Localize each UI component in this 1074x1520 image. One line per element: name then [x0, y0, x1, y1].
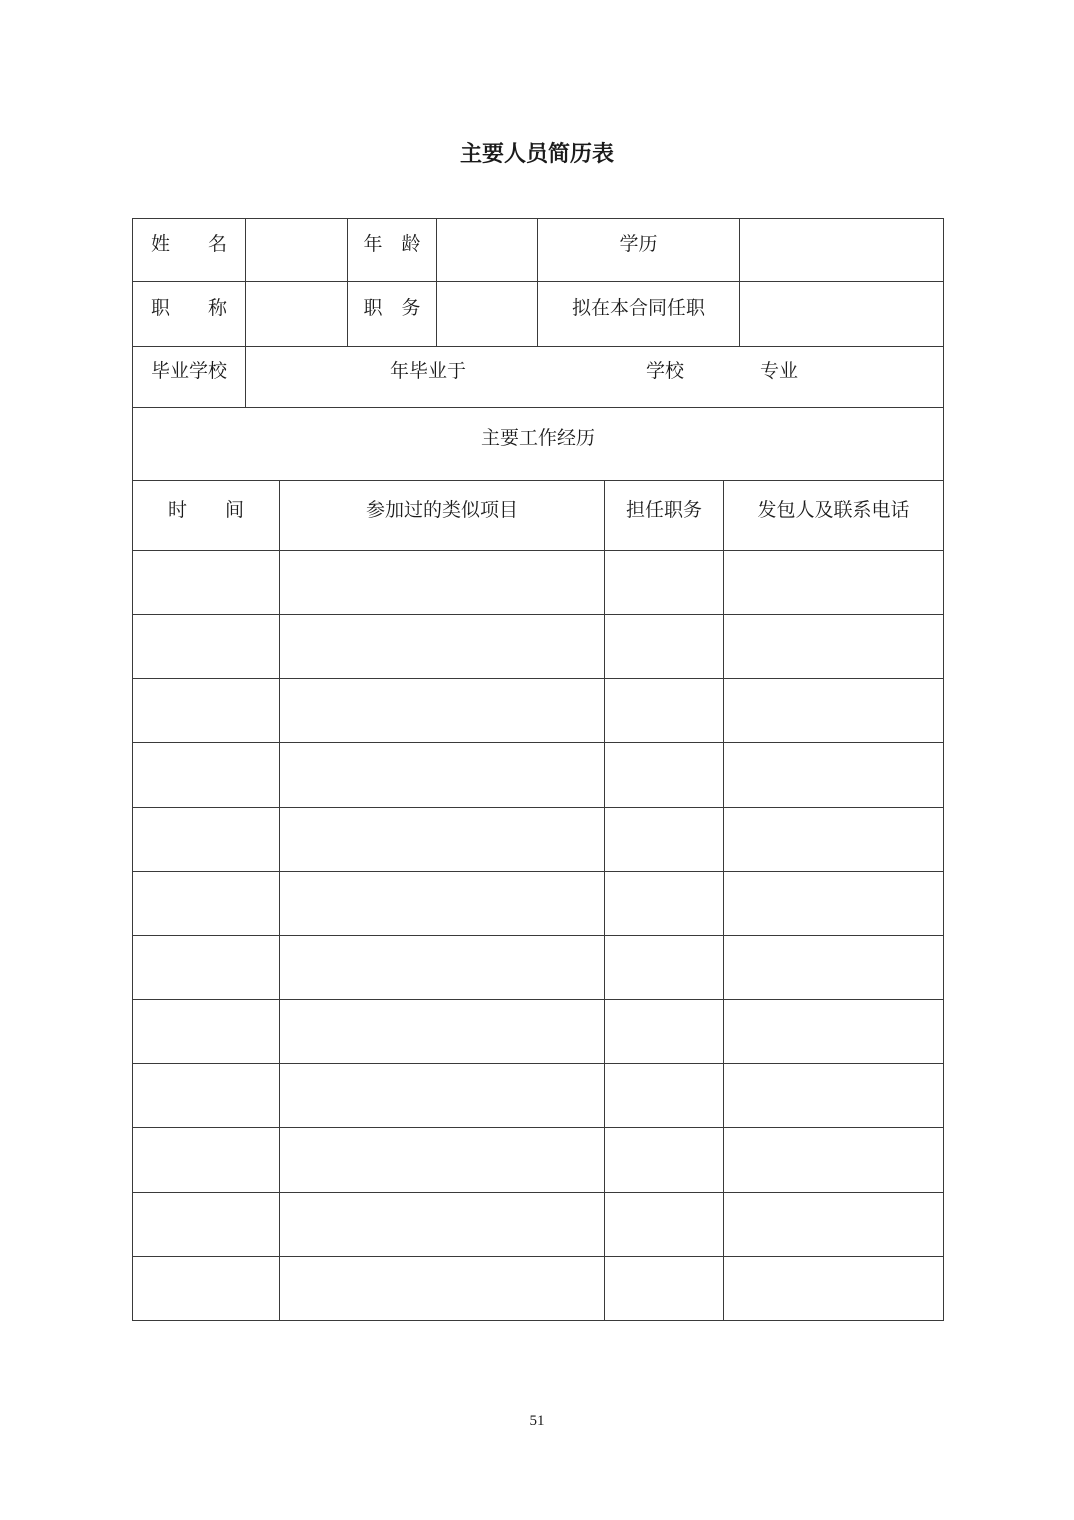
- age-label: 年 龄: [348, 219, 437, 282]
- column-header-client-contact: 发包人及联系电话: [724, 481, 944, 551]
- education-label: 学历: [538, 219, 740, 282]
- work-history-cell-project: [280, 1192, 605, 1256]
- work-history-cell-project: [280, 1064, 605, 1128]
- work-history-cell-project: [280, 807, 605, 871]
- proposed-role-value-cell: [740, 282, 944, 347]
- work-history-cell-project: [280, 743, 605, 807]
- work-history-cell-contact: [724, 935, 944, 999]
- work-history-row: [133, 743, 944, 807]
- work-history-row: [133, 1064, 944, 1128]
- graduation-info-cell: [246, 347, 944, 408]
- name-label: 姓 名: [133, 219, 246, 282]
- work-history-cell-contact: [724, 551, 944, 615]
- professional-title-value-cell: [246, 282, 348, 347]
- column-header-similar-projects: 参加过的类似项目: [280, 481, 605, 551]
- work-history-row: [133, 807, 944, 871]
- work-history-cell-role: [605, 1064, 724, 1128]
- column-header-role: 担任职务: [605, 481, 724, 551]
- work-history-row: [133, 1128, 944, 1192]
- work-history-cell-contact: [724, 1128, 944, 1192]
- work-history-cell-role: [605, 679, 724, 743]
- major-text: 专业: [760, 361, 799, 382]
- position-value-cell: [437, 282, 538, 347]
- work-history-cell-project: [280, 551, 605, 615]
- work-history-table: [132, 480, 944, 1321]
- graduation-year-text: 年毕业于: [390, 361, 467, 382]
- work-history-cell-role: [605, 1000, 724, 1064]
- work-history-row: [133, 551, 944, 615]
- document-title: 主要人员简历表: [459, 142, 614, 167]
- work-history-cell-contact: [724, 1064, 944, 1128]
- work-history-cell-project: [280, 1128, 605, 1192]
- work-history-cell-contact: [724, 615, 944, 679]
- work-history-cell-role: [605, 871, 724, 935]
- work-history-cell-contact: [724, 1192, 944, 1256]
- work-history-cell-time: [133, 1064, 280, 1128]
- work-history-cell-contact: [724, 1256, 944, 1320]
- work-history-cell-contact: [724, 1000, 944, 1064]
- graduation-row: [133, 347, 944, 408]
- work-history-cell-role: [605, 807, 724, 871]
- work-history-cell-time: [133, 871, 280, 935]
- education-value-cell: [740, 219, 944, 282]
- work-history-cell-time: [133, 551, 280, 615]
- work-history-row: [133, 1256, 944, 1320]
- work-history-row: [133, 1192, 944, 1256]
- work-history-header-row: [133, 481, 944, 551]
- work-history-cell-role: [605, 551, 724, 615]
- work-history-section-title: 主要工作经历: [133, 408, 944, 481]
- work-history-cell-role: [605, 743, 724, 807]
- personal-info-row-2: [133, 282, 944, 347]
- work-history-cell-project: [280, 679, 605, 743]
- work-history-cell-time: [133, 679, 280, 743]
- work-history-cell-project: [280, 615, 605, 679]
- work-history-cell-contact: [724, 871, 944, 935]
- name-value-cell: [246, 219, 348, 282]
- work-history-cell-project: [280, 1000, 605, 1064]
- professional-title-label: 职 称: [133, 282, 246, 347]
- work-history-cell-time: [133, 1256, 280, 1320]
- proposed-role-label: 拟在本合同任职: [538, 282, 740, 347]
- work-history-row: [133, 871, 944, 935]
- work-history-row: [133, 679, 944, 743]
- column-header-time: 时 间: [133, 481, 280, 551]
- work-history-cell-time: [133, 807, 280, 871]
- page-number: 51: [529, 1413, 545, 1429]
- work-history-cell-role: [605, 615, 724, 679]
- work-history-cell-time: [133, 1128, 280, 1192]
- work-history-cell-contact: [724, 679, 944, 743]
- work-history-cell-contact: [724, 743, 944, 807]
- work-history-row: [133, 615, 944, 679]
- school-text: 学校: [646, 361, 685, 382]
- age-value-cell: [437, 219, 538, 282]
- graduated-school-label: 毕业学校: [133, 347, 246, 408]
- personal-info-row-1: [133, 219, 944, 282]
- work-history-cell-role: [605, 935, 724, 999]
- work-history-cell-project: [280, 1256, 605, 1320]
- resume-form: [132, 218, 943, 1321]
- work-history-section-row: [133, 408, 944, 481]
- work-history-cell-time: [133, 1000, 280, 1064]
- work-history-cell-time: [133, 935, 280, 999]
- work-history-cell-time: [133, 743, 280, 807]
- personal-info-table: [132, 218, 944, 481]
- work-history-cell-role: [605, 1128, 724, 1192]
- work-history-row: [133, 935, 944, 999]
- work-history-cell-role: [605, 1192, 724, 1256]
- work-history-cell-time: [133, 615, 280, 679]
- work-history-row: [133, 1000, 944, 1064]
- work-history-cell-project: [280, 871, 605, 935]
- work-history-cell-time: [133, 1192, 280, 1256]
- work-history-cell-project: [280, 935, 605, 999]
- position-label: 职 务: [348, 282, 437, 347]
- work-history-cell-contact: [724, 807, 944, 871]
- work-history-cell-role: [605, 1256, 724, 1320]
